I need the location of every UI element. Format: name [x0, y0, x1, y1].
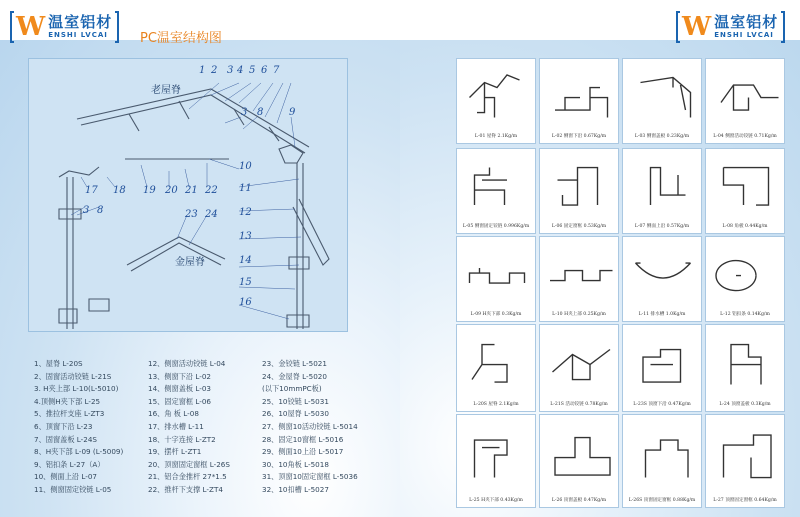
part-item: 15、固定窗框 L-06: [148, 396, 211, 406]
profile-outline: [641, 78, 691, 118]
part-item: 13、侧窗下沿 L-02: [148, 371, 211, 381]
lower-ridge-label: 金屋脊: [175, 257, 205, 268]
logo-bracket-left: [10, 11, 14, 43]
profile-outline: [721, 85, 779, 110]
callout-21: 21: [185, 185, 198, 196]
part-item: 5、推拉杆支座 L-ZT3: [34, 409, 105, 419]
profile-outline: [470, 268, 525, 283]
callout-7: 7: [273, 65, 280, 76]
part-item: 1、屋脊 L-20S: [34, 359, 83, 368]
part-item: 10、侧面上沿 L-07: [34, 472, 97, 482]
callout-18: 18: [113, 185, 126, 196]
profile-outline: [558, 168, 598, 206]
profile-cell: [539, 58, 619, 144]
profile-outline: [651, 168, 686, 206]
profile-drawing: [457, 415, 537, 495]
part-item: 11、侧窗固定铰链 L-05: [34, 484, 112, 494]
profile-drawing: [623, 415, 703, 495]
part-item: 31、顶窗10固定窗框 L-5036: [262, 472, 358, 482]
profile-cell: [622, 148, 702, 234]
profile-cell: [705, 236, 785, 322]
profile-caption: L-09 H夹下部 0.3Kg/m: [470, 312, 522, 317]
profile-drawing: [623, 59, 703, 131]
profile-cell: [456, 58, 536, 144]
profile-drawing: [457, 59, 537, 131]
profile-caption: L-27 顶窗固定窗框 0.64Kg/m: [713, 498, 777, 503]
profile-outline: [553, 350, 611, 380]
profile-drawing: [540, 325, 620, 399]
profile-drawing: [623, 149, 703, 221]
profile-drawing: [706, 325, 786, 399]
callout-16: 16: [239, 297, 252, 308]
logo-w-mark: W: [16, 12, 46, 42]
profile-drawing: [623, 325, 703, 399]
profile-cell: [456, 414, 536, 508]
profile-caption: L-25 H夹下部 0.43Kg/m: [469, 498, 523, 503]
logo-english-name: ENSHI LVCAI: [714, 31, 774, 39]
profile-outline: [470, 75, 520, 118]
profile-cell: [705, 324, 785, 412]
callout-15: 15: [239, 277, 252, 288]
profile-cell: [539, 148, 619, 234]
profile-caption: L-24 顶窗盖板 0.3Kg/m: [719, 402, 771, 407]
profile-caption: L-04 侧窗活动铰链 0.71Kg/m: [713, 134, 777, 139]
profile-cell: [456, 236, 536, 322]
logo-bracket-right: [781, 11, 785, 43]
part-item: 20、顶窗固定窗框 L-26S: [148, 459, 230, 469]
callout-8: 8: [257, 107, 264, 118]
profile-outline: [475, 440, 508, 478]
callout-24: 24: [205, 209, 218, 220]
part-item: 29、侧面10上沿 L-5017: [262, 447, 344, 457]
part-item: 7、固窗盖板 L-24S: [34, 434, 97, 444]
part-item: 26、10屋脊 L-5030: [262, 409, 329, 419]
callout-23: 23: [185, 209, 198, 220]
callout-3c: 3: [83, 205, 90, 216]
callout-20: 20: [165, 185, 178, 196]
part-item: (以下10mmPC板): [262, 384, 322, 394]
profile-drawing: [540, 415, 620, 495]
profile-drawing: [457, 237, 537, 309]
profile-caption: L-05 侧窗固定铰链 0.996Kg/m: [462, 224, 530, 229]
profile-cell: [539, 236, 619, 322]
profile-caption: L-08 角板 0.44Kg/m: [722, 224, 768, 229]
part-item: 24、金屋脊 L-5020: [262, 371, 327, 381]
part-item: 32、10扣槽 L-5027: [262, 484, 329, 494]
callout-6: 6: [261, 65, 268, 76]
callout-3: 3: [227, 65, 234, 76]
callout-13: 13: [239, 231, 252, 242]
callout-5: 5: [249, 65, 256, 76]
profile-outline: [472, 345, 507, 383]
logo-text: [48, 14, 112, 40]
callout-11: 11: [239, 183, 252, 194]
part-item: 6、顶窗下沿 L-23: [34, 421, 93, 431]
profile-caption: L-07 侧面上沿 0.57Kg/m: [634, 224, 690, 229]
profile-cell: [539, 324, 619, 412]
brand-logo-left: [10, 10, 119, 44]
profile-drawing: [540, 149, 620, 221]
structure-diagram: [28, 58, 348, 332]
profile-cell: [456, 148, 536, 234]
profile-caption: L-20S 屋脊 2.1Kg/m: [473, 402, 519, 407]
profile-outline: [724, 435, 772, 478]
part-item: 18、十字连接 L-ZT2: [148, 434, 216, 444]
profile-caption: L-23S 顶窗下沿 0.47Kg/m: [633, 402, 691, 407]
callout-4: 4: [237, 65, 244, 76]
part-item: 28、固定10窗框 L-5016: [262, 434, 344, 444]
callout-2: 2: [211, 65, 218, 76]
profile-drawing: [706, 59, 786, 131]
callout-19: 19: [143, 185, 156, 196]
part-item: 19、摆杆 L-ZT1: [148, 447, 202, 457]
profile-caption: L-26S 顶窗固定窗框 0.88Kg/m: [628, 498, 696, 503]
callout-22: 22: [205, 185, 218, 196]
profile-grid: [456, 58, 785, 510]
profile-drawing: [623, 237, 703, 309]
profile-outline: [724, 168, 769, 206]
profile-caption: L-10 H夹上部 0.25Kg/m: [552, 312, 606, 317]
profile-drawing: [706, 415, 786, 495]
profile-outline: [646, 440, 689, 478]
profile-outline: [475, 168, 508, 206]
profile-cell: [622, 58, 702, 144]
profile-cell: [622, 414, 702, 508]
profile-drawing: [540, 237, 620, 309]
brand-logo-right: [676, 10, 785, 44]
part-item: 9、铝扣条 L-27（A）: [34, 459, 105, 469]
part-item: 3. H夹上部 L-10(L-5010): [34, 384, 119, 394]
callout-8b: 8: [97, 205, 104, 216]
part-item: 22、推杆下支撑 L-ZT4: [148, 484, 223, 494]
profile-outline: [555, 438, 610, 476]
callout-9: 9: [289, 107, 296, 118]
profile-cell: [622, 236, 702, 322]
profile-cell: [705, 58, 785, 144]
parts-column-1: [34, 358, 123, 497]
part-item: 25、10铰链 L-5031: [262, 396, 329, 406]
profile-outline: [731, 345, 761, 385]
logo-text: [714, 14, 778, 40]
part-item: 16、角 板 L-08: [148, 409, 199, 419]
profile-cell: [705, 148, 785, 234]
profile-caption: L-02 侧窗下沿 0.67Kg/m: [551, 134, 607, 139]
part-item: 17、排水槽 L-11: [148, 421, 204, 431]
profile-cell: [705, 414, 785, 508]
profile-drawing: [457, 149, 537, 221]
profile-drawing: [706, 149, 786, 221]
profile-cell: [539, 414, 619, 508]
parts-column-2: [148, 358, 230, 497]
profile-caption: L-11 排水槽 1.0Kg/m: [638, 312, 686, 317]
profile-cell: [456, 324, 536, 412]
logo-chinese-name: 温室铝材: [48, 13, 113, 31]
callout-1: 1: [199, 65, 206, 76]
profile-caption: L-21S 活动铰链 0.78Kg/m: [550, 402, 608, 407]
profile-drawing: [540, 59, 620, 131]
profile-caption: L-01 屋脊 2.1Kg/m: [474, 134, 518, 139]
logo-chinese-name: 温室铝材: [714, 13, 779, 31]
part-item: 2、固窗活动铰链 L-21S: [34, 371, 112, 381]
profile-drawing: [457, 325, 537, 399]
logo-bracket-right: [115, 11, 119, 43]
part-item: 4.顶侧H夹下部 L-25: [34, 396, 101, 406]
upper-ridge-label: 老屋脊: [151, 85, 181, 96]
part-item: 30、10角板 L-5018: [262, 459, 329, 469]
callout-14: 14: [239, 255, 252, 266]
profile-cell: [622, 324, 702, 412]
part-item: 21、铝合金推杆 27*1.5: [148, 472, 227, 482]
profile-caption: L-03 侧窗盖板 0.23Kg/m: [634, 134, 690, 139]
profile-caption: L-12 铝扣条 0.14Kg/m: [720, 312, 770, 317]
parts-column-3: [262, 358, 358, 497]
part-item: 23、金铰链 L-5021: [262, 359, 327, 368]
profile-outline: [643, 350, 681, 383]
part-item: 12、侧窗活动铰链 L-04: [148, 359, 226, 368]
profile-drawing: [706, 237, 786, 309]
profile-outline: [716, 261, 756, 291]
callout-12: 12: [239, 207, 252, 218]
callout-10: 10: [239, 161, 252, 172]
profile-outline: [550, 271, 613, 281]
page-title: PC温室结构图: [140, 31, 222, 46]
profile-caption: L-26 顶窗盖板 0.47Kg/m: [551, 498, 607, 503]
callout-17: 17: [85, 185, 98, 196]
part-item: 27、侧窗10活动铰链 L-5014: [262, 421, 358, 431]
profile-outline: [555, 88, 608, 118]
callout-3b: 3: [241, 107, 248, 118]
profile-outline: [636, 263, 691, 278]
logo-bracket-left: [676, 11, 680, 43]
logo-english-name: ENSHI LVCAI: [48, 31, 108, 39]
logo-w-mark: W: [682, 12, 712, 42]
parts-list: [28, 358, 368, 508]
part-item: 14、侧窗盖板 L-03: [148, 384, 211, 394]
profile-caption: L-06 固定窗框 0.53Kg/m: [551, 224, 607, 229]
part-item: 8、H夹下部 L-09 (L-5009): [34, 447, 124, 457]
